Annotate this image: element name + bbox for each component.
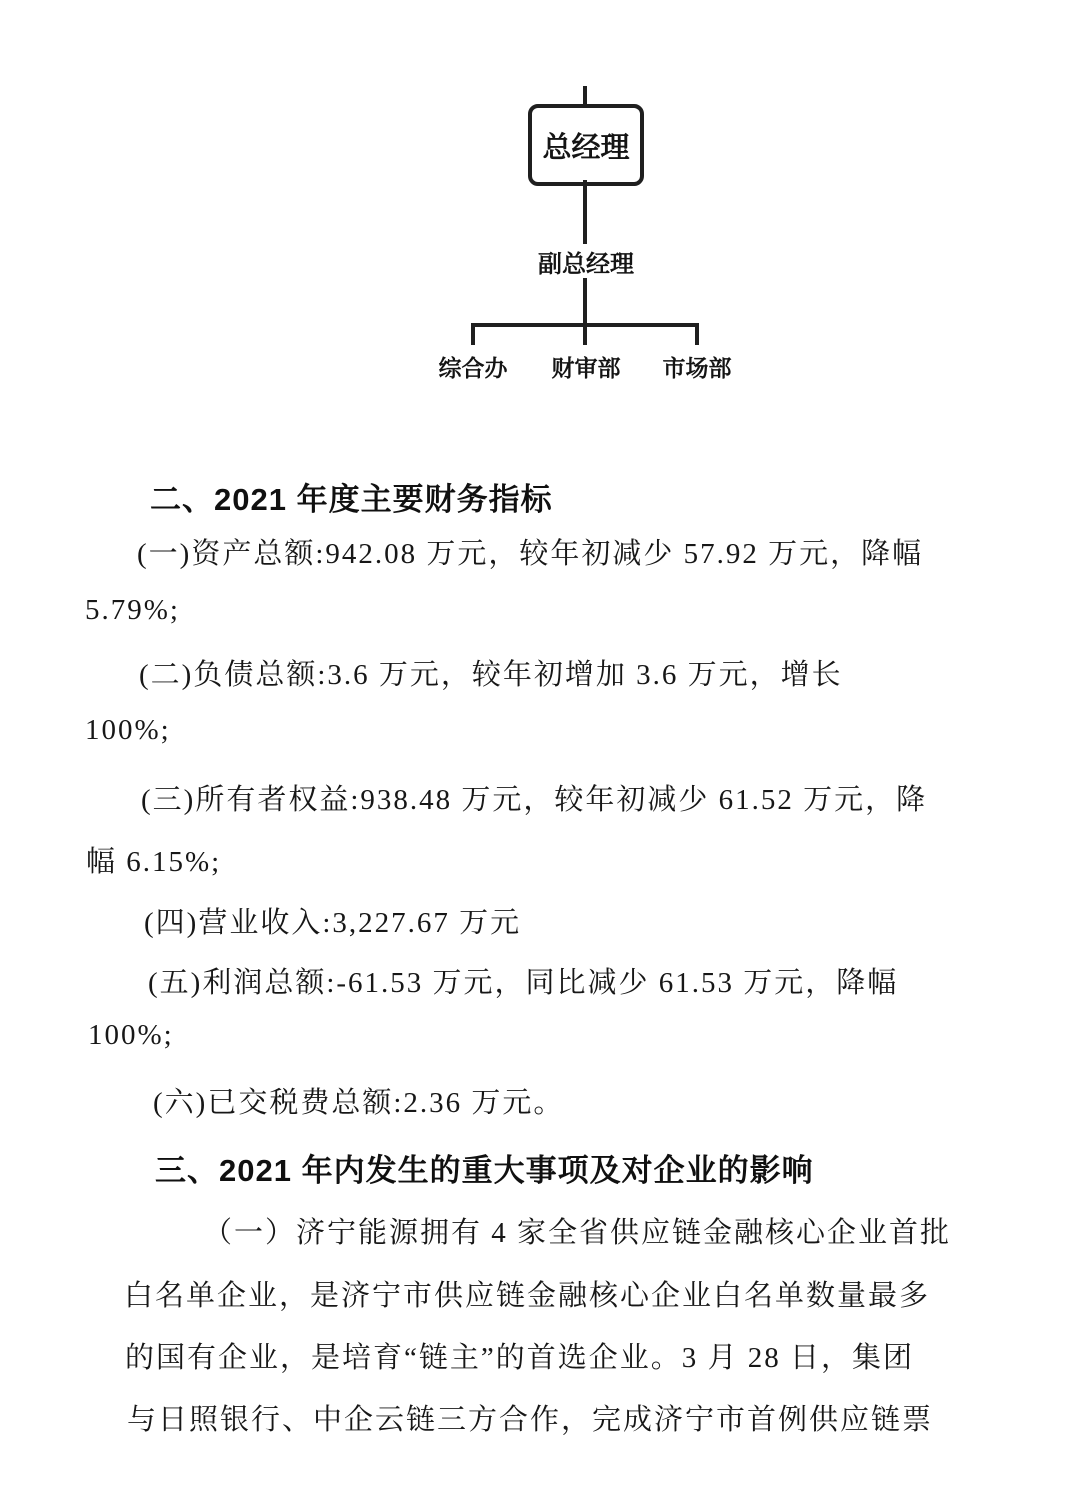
events-paragraph-line-1: （一）济宁能源拥有 4 家全省供应链金融核心企业首批 <box>203 1217 952 1249</box>
section-financial-indicators-heading: 二、2021 年度主要财务指标 <box>150 482 553 517</box>
finance-line-total-liabilities: (二)负债总额:3.6 万元，较年初增加 3.6 万元，增长 <box>139 659 843 691</box>
events-paragraph-line-2: 白名单企业，是济宁市供应链金融核心企业白名单数量最多 <box>124 1280 931 1312</box>
finance-line-taxes-paid: (六)已交税费总额:2.36 万元。 <box>153 1087 565 1119</box>
events-paragraph-line-4: 与日照银行、中企云链三方合作，完成济宁市首例供应链票 <box>127 1404 934 1436</box>
org-node-general-manager <box>528 104 644 186</box>
org-node-dept-general-office: 综合办 <box>438 355 508 381</box>
org-node-dept-market: 市场部 <box>662 355 732 381</box>
org-connector-top-stub <box>583 86 587 106</box>
finance-line-total-assets: (一)资产总额:942.08 万元，较年初减少 57.92 万元，降幅 <box>137 538 924 570</box>
org-connector-stub-left <box>471 323 475 345</box>
finance-line-total-liabilities-cont: 100%; <box>85 714 171 746</box>
section-major-events-heading: 三、2021 年内发生的重大事项及对企业的影响 <box>155 1153 814 1188</box>
org-connector-deputy-to-bar <box>583 278 587 326</box>
org-node-deputy-general-manager: 副总经理 <box>538 251 634 278</box>
org-node-dept-finance-audit: 财审部 <box>551 355 621 381</box>
finance-line-operating-revenue: (四)营业收入:3,227.67 万元 <box>144 907 522 939</box>
org-connector-stub-right <box>695 323 699 345</box>
events-paragraph-line-3: 的国有企业，是培育“链主”的首选企业。3 月 28 日，集团 <box>125 1342 914 1374</box>
finance-line-owners-equity: (三)所有者权益:938.48 万元，较年初减少 61.52 万元，降 <box>141 784 928 816</box>
finance-line-total-assets-cont: 5.79%; <box>85 594 180 626</box>
finance-line-owners-equity-cont: 幅 6.15%; <box>86 846 222 878</box>
org-connector-box-to-deputy <box>583 180 587 244</box>
org-node-general-manager-label: 总经理 <box>542 131 630 164</box>
finance-line-total-profit-cont: 100%; <box>88 1019 174 1051</box>
finance-line-total-profit: (五)利润总额:-61.53 万元，同比减少 61.53 万元，降幅 <box>148 967 899 999</box>
org-connector-stub-center <box>583 323 587 345</box>
